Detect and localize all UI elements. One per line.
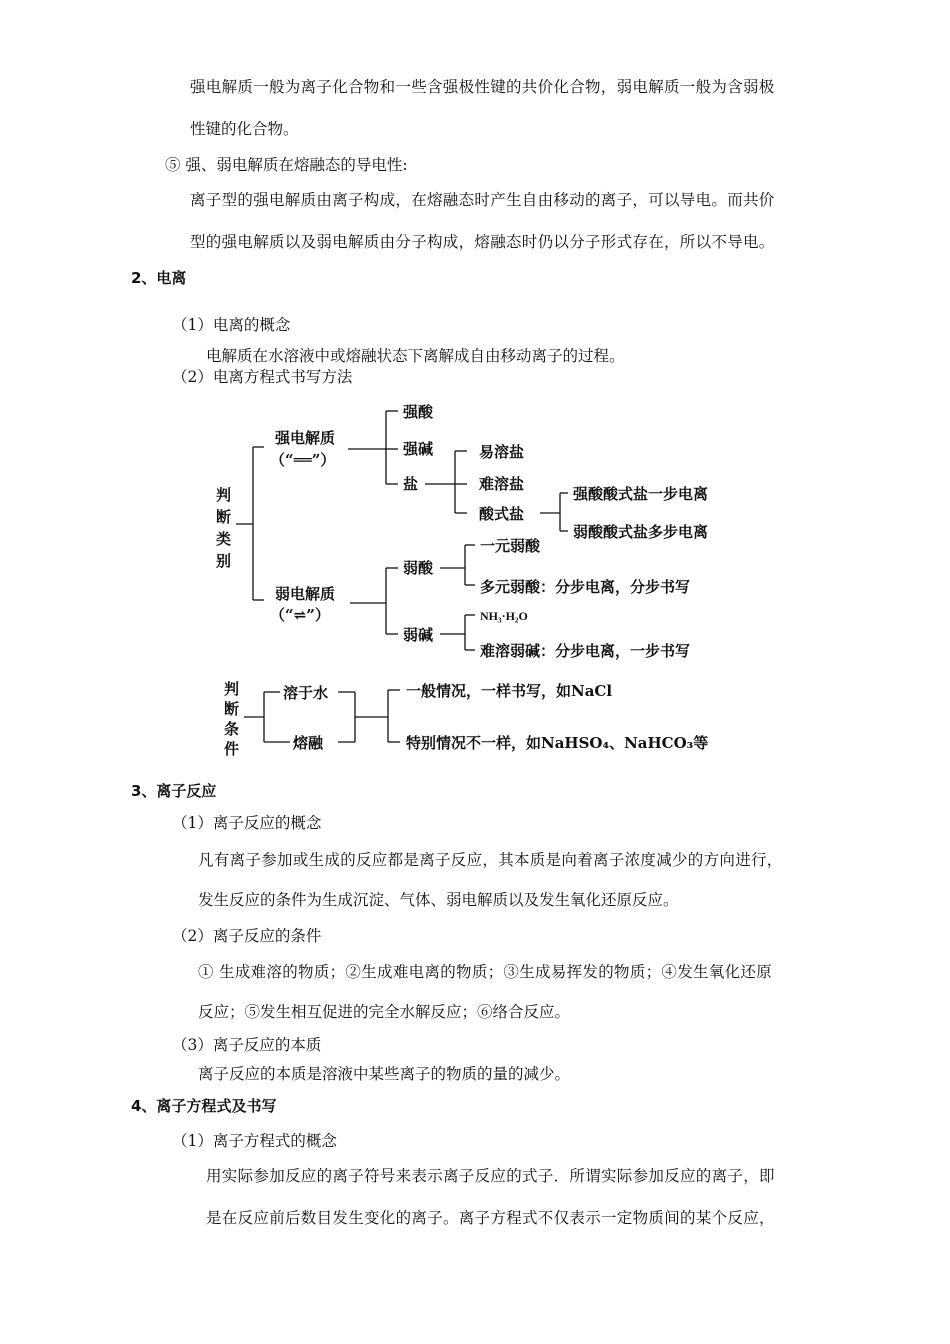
- section-heading: 2、电离: [131, 269, 187, 287]
- para-line: 是在反应前后数目发生变化的离子。离子方程式不仅表示一定物质间的某个反应，: [206, 1209, 775, 1227]
- para-line: 电解质在水溶液中或熔融状态下离解成自由移动离子的过程。: [206, 347, 625, 365]
- diagram-root-char: 类: [216, 530, 232, 548]
- acid-salt-label: 酸式盐: [479, 505, 525, 523]
- poly-weak-acid-label: 多元弱酸：分步电离，分步书写: [480, 578, 691, 596]
- para-line: 凡有离子参加或生成的反应都是离子反应，其本质是向着离子浓度减少的方向进行，: [198, 851, 783, 869]
- dissolve-water-label: 溶于水: [283, 684, 329, 702]
- para-line: 发生反应的条件为生成沉淀、气体、弱电解质以及发生氧化还原反应。: [198, 891, 679, 909]
- subsection-heading: （1）电离的概念: [172, 316, 291, 334]
- subsection-heading: （1）离子反应的概念: [172, 814, 322, 832]
- strong-electrolyte-sign: （“══”）: [270, 451, 336, 469]
- diagram-root-char: 条: [224, 720, 240, 738]
- subsection-heading: （3）离子反应的本质: [172, 1036, 322, 1054]
- strong-acid-salt-label: 强酸酸式盐一步电离: [573, 485, 709, 503]
- nh3-h2o-label: NH₃·H₂O: [480, 609, 528, 623]
- para-line: 强电解质一般为离子化合物和一些含强极性键的共价化合物，弱电解质一般为含弱极: [190, 78, 775, 96]
- subsection-heading: （2）离子反应的条件: [172, 927, 322, 945]
- general-case-label: 一般情况，一样书写，如NaCl: [406, 682, 613, 700]
- para-line: 离子反应的本质是溶液中某些离子的物质的量的减少。: [198, 1065, 571, 1083]
- weak-acid-label: 弱酸: [403, 559, 434, 577]
- special-case-label: 特别情况不一样，如NaHSO₄、NaHCO₃等: [406, 734, 709, 752]
- strong-electrolyte-label: 强电解质: [275, 429, 336, 447]
- weak-acid-salt-label: 弱酸酸式盐多步电离: [573, 523, 709, 541]
- insoluble-salt-label: 难溶盐: [479, 475, 525, 493]
- subsection-heading: （1）离子方程式的概念: [172, 1132, 337, 1150]
- strong-base-label: 强碱: [403, 440, 434, 458]
- mono-weak-acid-label: 一元弱酸: [480, 537, 541, 555]
- section-heading: 4、离子方程式及书写: [131, 1097, 277, 1115]
- para-line: 用实际参加反应的离子符号来表示离子反应的式子．所谓实际参加反应的离子，即: [206, 1167, 775, 1185]
- diagram-root-char: 断: [224, 700, 240, 718]
- diagram-root-char: 件: [224, 740, 240, 758]
- strong-acid-label: 强酸: [403, 403, 434, 421]
- weak-base-label: 弱碱: [403, 626, 434, 644]
- salt-label: 盐: [403, 475, 419, 493]
- insoluble-weak-base-label: 难溶弱碱：分步电离，一步书写: [480, 642, 691, 660]
- weak-electrolyte-label: 弱电解质: [275, 585, 336, 603]
- para-line: 离子型的强电解质由离子构成，在熔融态时产生自由移动的离子，可以导电。而共价: [190, 191, 775, 209]
- para-line: 型的强电解质以及弱电解质由分子构成，熔融态时仍以分子形式存在，所以不导电。: [190, 233, 775, 251]
- item-heading: ⑤ 强、弱电解质在熔融态的导电性:: [165, 156, 408, 174]
- diagram-root-char: 别: [216, 552, 232, 570]
- section-heading: 3、离子反应: [131, 782, 217, 800]
- para-line: 反应；⑤发生相互促进的完全水解反应；⑥络合反应。: [198, 1003, 571, 1021]
- soluble-salt-label: 易溶盐: [479, 443, 525, 461]
- weak-electrolyte-sign: （“⇌”）: [270, 606, 330, 624]
- diagram-root-char: 判: [216, 486, 232, 504]
- diagram-root-char: 断: [216, 508, 232, 526]
- diagram-root-char: 判: [224, 680, 240, 698]
- subsection-heading: （2）电离方程式书写方法: [172, 368, 353, 386]
- molten-label: 熔融: [293, 734, 324, 752]
- para-line: 性键的化合物。: [190, 120, 299, 138]
- para-line: ① 生成难溶的物质；②生成难电离的物质；③生成易挥发的物质；④发生氧化还原: [198, 963, 773, 981]
